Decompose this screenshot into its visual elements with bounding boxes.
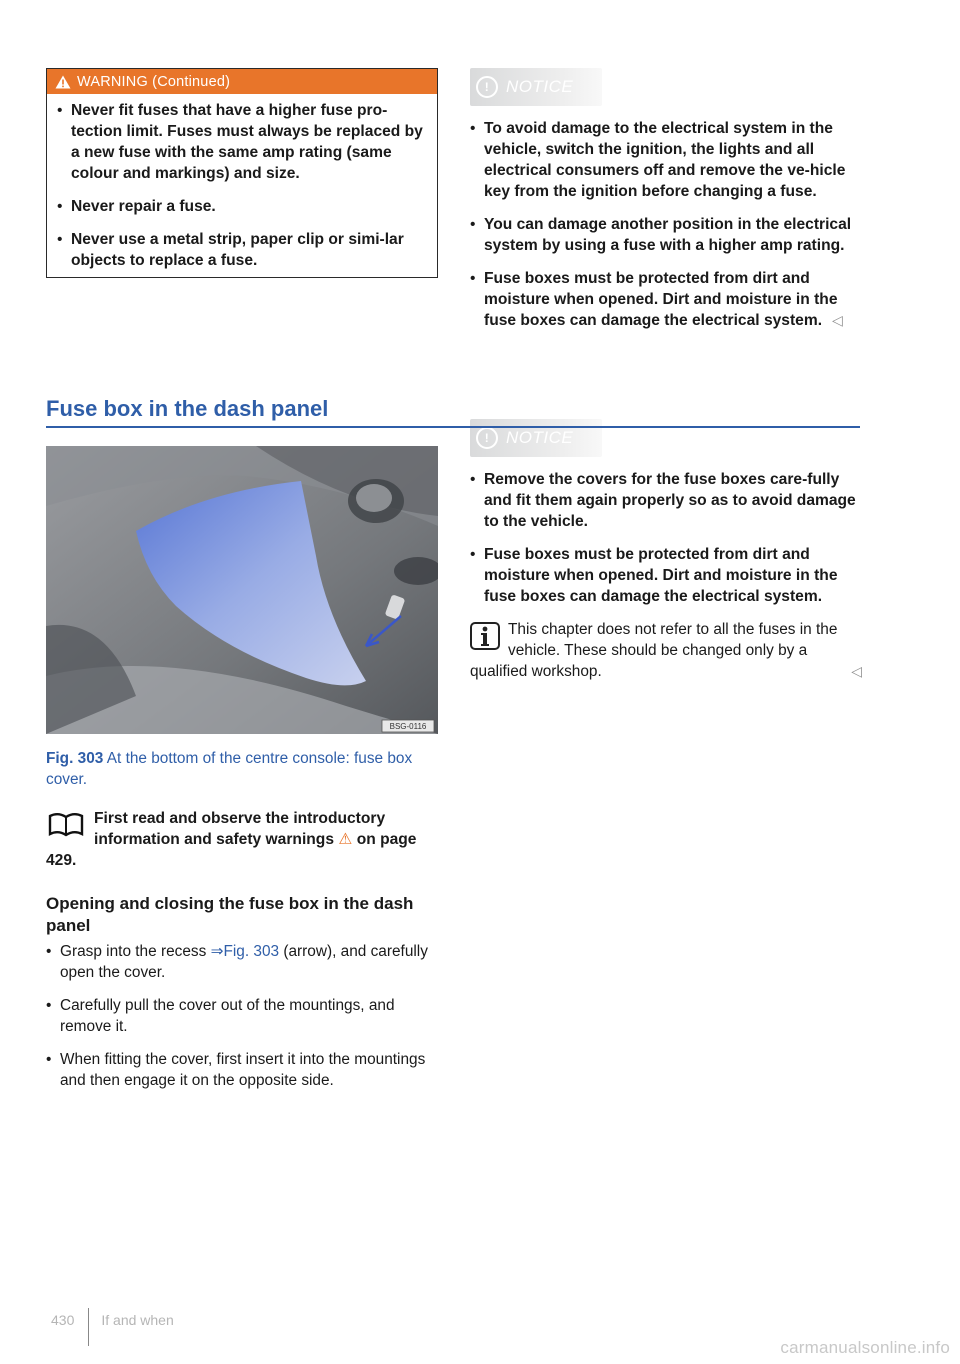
subsection-title: Opening and closing the fuse box in the dash panel [46, 894, 414, 935]
notice-item-text: Fuse boxes must be protected from dirt and moisture when opened. Dirt and moisture in the fuse boxes can damage the electrical system. [484, 270, 838, 329]
info-icon [470, 622, 500, 650]
notice-icon: ! [476, 427, 498, 449]
right-column [470, 68, 862, 682]
figure-image [46, 446, 438, 734]
intro-page-ref: on page 429. [46, 831, 417, 869]
warning-item: • Never fit fuses that have a higher fuse pro-tection limit. Fuses must always be replaced by a new fuse with the same amp rating (same colour and markings) and size. [57, 100, 427, 184]
notice-item: • You can damage another position in the electrical system by using a fuse with a higher amp rating. [470, 214, 862, 256]
watermark: carmanualsonline.info [780, 1338, 950, 1357]
notice-item: • To avoid damage to the electrical system in the vehicle, switch the ignition, the lights and all electrical consumers off and remove the ve-hicle key from the ignition before changing a fuse. [470, 118, 862, 202]
warning-box [46, 68, 438, 278]
end-mark-icon: ◁ [832, 312, 843, 328]
info-note [470, 619, 862, 682]
notice-title: NOTICE [506, 428, 574, 447]
warning-title: WARNING (Continued) [77, 73, 231, 90]
notice-title: NOTICE [506, 77, 574, 96]
figure-caption [46, 748, 438, 790]
steps-list [46, 941, 438, 1103]
chapter-name: If and when [101, 1312, 174, 1328]
warning-triangle-icon [55, 75, 71, 89]
figure-code: BSG-0116 [389, 722, 427, 731]
warning-header [47, 69, 437, 94]
step-item [46, 941, 438, 983]
page-number: 430 [51, 1312, 75, 1328]
notice-header [470, 68, 602, 106]
footer-divider [88, 1308, 89, 1346]
fuse-box-illustration [46, 446, 438, 734]
figure-link[interactable]: ⇒Fig. 303 [210, 943, 280, 960]
figure-label: Fig. 303 [46, 750, 104, 767]
info-text: This chapter does not refer to all the fuses in the vehicle. These should be changed only by a qualified workshop. [470, 621, 838, 680]
intro-text: First read and observe the introductory information and safety warnings [94, 810, 386, 848]
warning-symbol-icon: ⚠ [338, 831, 353, 848]
notice-icon: ! [476, 76, 498, 98]
step-text: (arrow), and carefully open the cover. [60, 943, 428, 981]
notice-item [470, 268, 862, 331]
figure-caption-text: At the bottom of the centre console: fuse box cover. [46, 750, 413, 788]
warning-body [47, 94, 437, 277]
notice-item: • Fuse boxes must be protected from dirt and moisture when opened. Dirt and moisture in the fuse boxes can damage the electrical system. [470, 544, 862, 607]
left-column [46, 68, 438, 278]
step-text: Grasp into the recess [60, 943, 207, 960]
intro-note [46, 808, 438, 871]
section-title: Fuse box in the dash panel [46, 396, 860, 428]
end-mark-icon: ◁ [851, 663, 862, 679]
step-item: • Carefully pull the cover out of the mountings, and remove it. [46, 995, 438, 1037]
page-footer [46, 1312, 174, 1352]
notice-item: • Remove the covers for the fuse boxes care-fully and fit them again properly so as to avoid damage to the vehicle. [470, 469, 862, 532]
book-icon [46, 812, 86, 838]
warning-item: • Never use a metal strip, paper clip or simi-lar objects to replace a fuse. [57, 229, 427, 271]
warning-item: • Never repair a fuse. [57, 196, 427, 217]
step-item: • When fitting the cover, first insert it into the mountings and then engage it on the opposite side. [46, 1049, 438, 1091]
